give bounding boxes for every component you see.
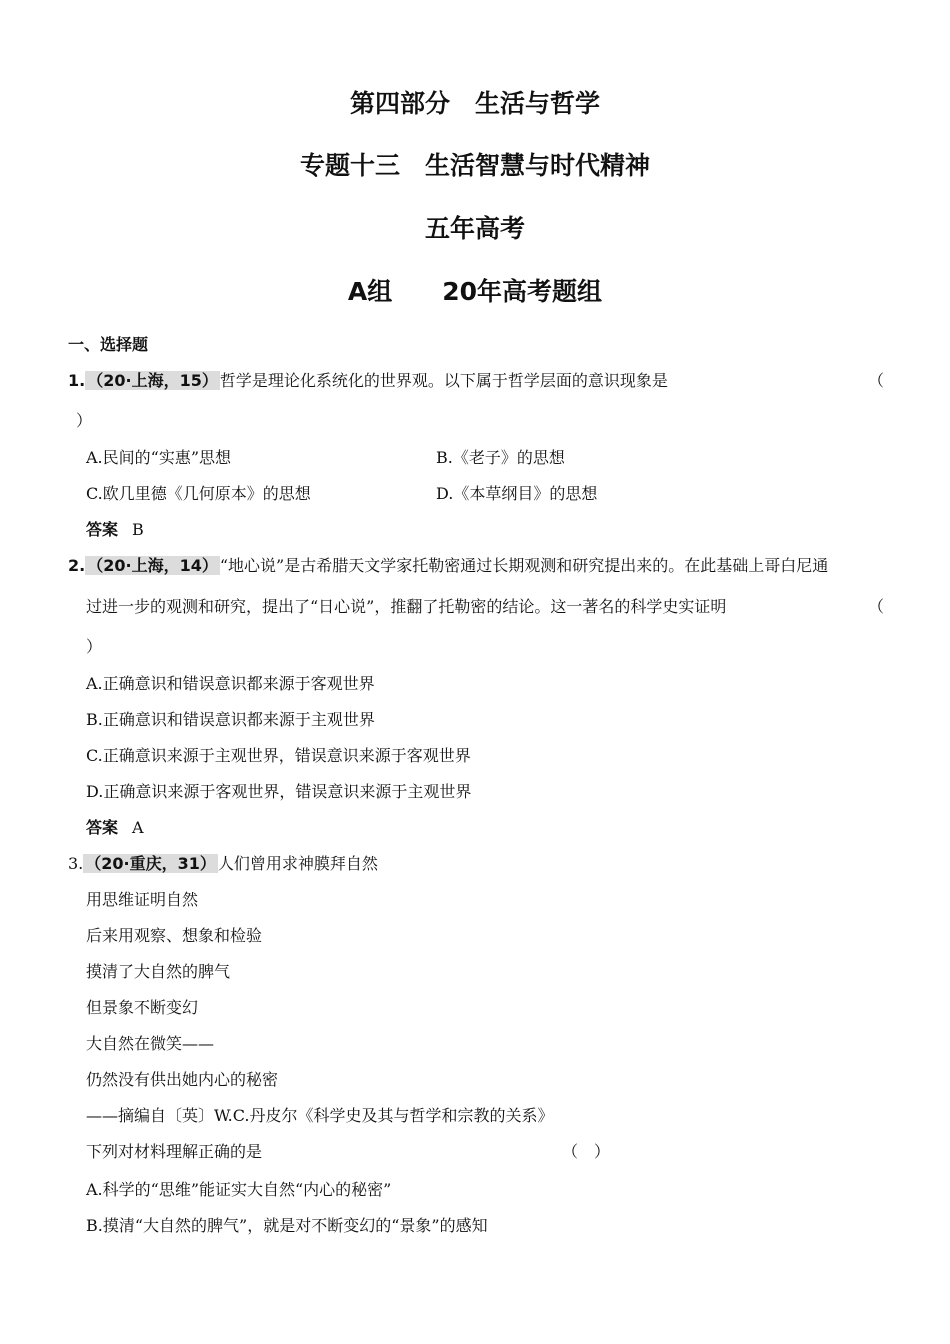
option-a: A.正确意识和错误意识都来源于客观世界 xyxy=(86,674,375,693)
question-2 xyxy=(68,553,828,576)
option-d: D.正确意识来源于客观世界，错误意识来源于主观世界 xyxy=(86,782,472,801)
poem-line-6: 大自然在微笑—— xyxy=(86,1034,215,1053)
poem-line-7: 仍然没有供出她内心的秘密 xyxy=(86,1070,279,1089)
poem-line-1: 人们曾用求神膜拜自然 xyxy=(217,854,378,873)
option-a: A.民间的“实惠”思想 xyxy=(86,448,232,467)
answer-paren-open: （ xyxy=(868,371,885,390)
question-prompt: 下列对材料理解正确的是 xyxy=(86,1142,263,1161)
option-b: B.《老子》的思想 xyxy=(436,448,565,467)
option-c: C.正确意识来源于主观世界，错误意识来源于客观世界 xyxy=(86,746,471,765)
answer-paren: （ ） xyxy=(562,1142,611,1161)
answer-value: B xyxy=(132,520,144,539)
answer-row xyxy=(86,815,144,838)
question-stem: 哲学是理论化系统化的世界观。以下属于哲学层面的意识现象是 xyxy=(219,371,668,390)
question-number: 3. xyxy=(68,854,84,873)
part-title: 第四部分 生活与哲学 xyxy=(349,89,600,118)
question-stem-line-1: “地心说”是古希腊天文学家托勒密通过长期观测和研究提出来的。在此基础上哥白尼通 xyxy=(219,556,829,575)
five-years-title: 五年高考 xyxy=(424,214,525,243)
poem-line-4: 摸清了大自然的脾气 xyxy=(86,962,231,981)
answer-row xyxy=(86,517,144,540)
answer-paren-close: ） xyxy=(86,637,103,656)
answer-label: 答案 xyxy=(86,520,119,539)
question-1 xyxy=(68,368,668,391)
poem-line-2: 用思维证明自然 xyxy=(86,890,199,909)
question-number: 2. xyxy=(68,556,86,575)
option-a: A.科学的“思维”能证实大自然“内心的秘密” xyxy=(86,1180,392,1199)
question-source: （20·上海，15） xyxy=(87,371,218,390)
question-3 xyxy=(68,851,378,874)
topic-title: 专题十三 生活智慧与时代精神 xyxy=(299,151,650,180)
poem-line-5: 但景象不断变幻 xyxy=(86,998,199,1017)
section-heading: 一、选择题 xyxy=(68,335,149,354)
citation: ——摘编自〔英〕W.C.丹皮尔《科学史及其与哲学和宗教的关系》 xyxy=(86,1106,554,1125)
question-number: 1. xyxy=(68,371,86,390)
group-title: A组 20年高考题组 xyxy=(347,277,603,306)
option-b: B.摸清“大自然的脾气”，就是对不断变幻的“景象”的感知 xyxy=(86,1216,488,1235)
option-c: C.欧几里德《几何原本》的思想 xyxy=(86,484,311,503)
question-source: （20·重庆，31） xyxy=(85,854,216,873)
question-stem-line-2: 过进一步的观测和研究，提出了“日心说”，推翻了托勒密的结论。这一著名的科学史实证明 xyxy=(86,597,727,616)
answer-paren-open: （ xyxy=(868,597,885,616)
option-b: B.正确意识和错误意识都来源于主观世界 xyxy=(86,710,375,729)
answer-value: A xyxy=(132,818,144,837)
answer-paren-close: ） xyxy=(76,411,93,430)
question-source: （20·上海，14） xyxy=(87,556,218,575)
poem-line-3: 后来用观察、想象和检验 xyxy=(86,926,263,945)
option-d: D.《本草纲目》的思想 xyxy=(436,484,598,503)
answer-label: 答案 xyxy=(86,818,119,837)
